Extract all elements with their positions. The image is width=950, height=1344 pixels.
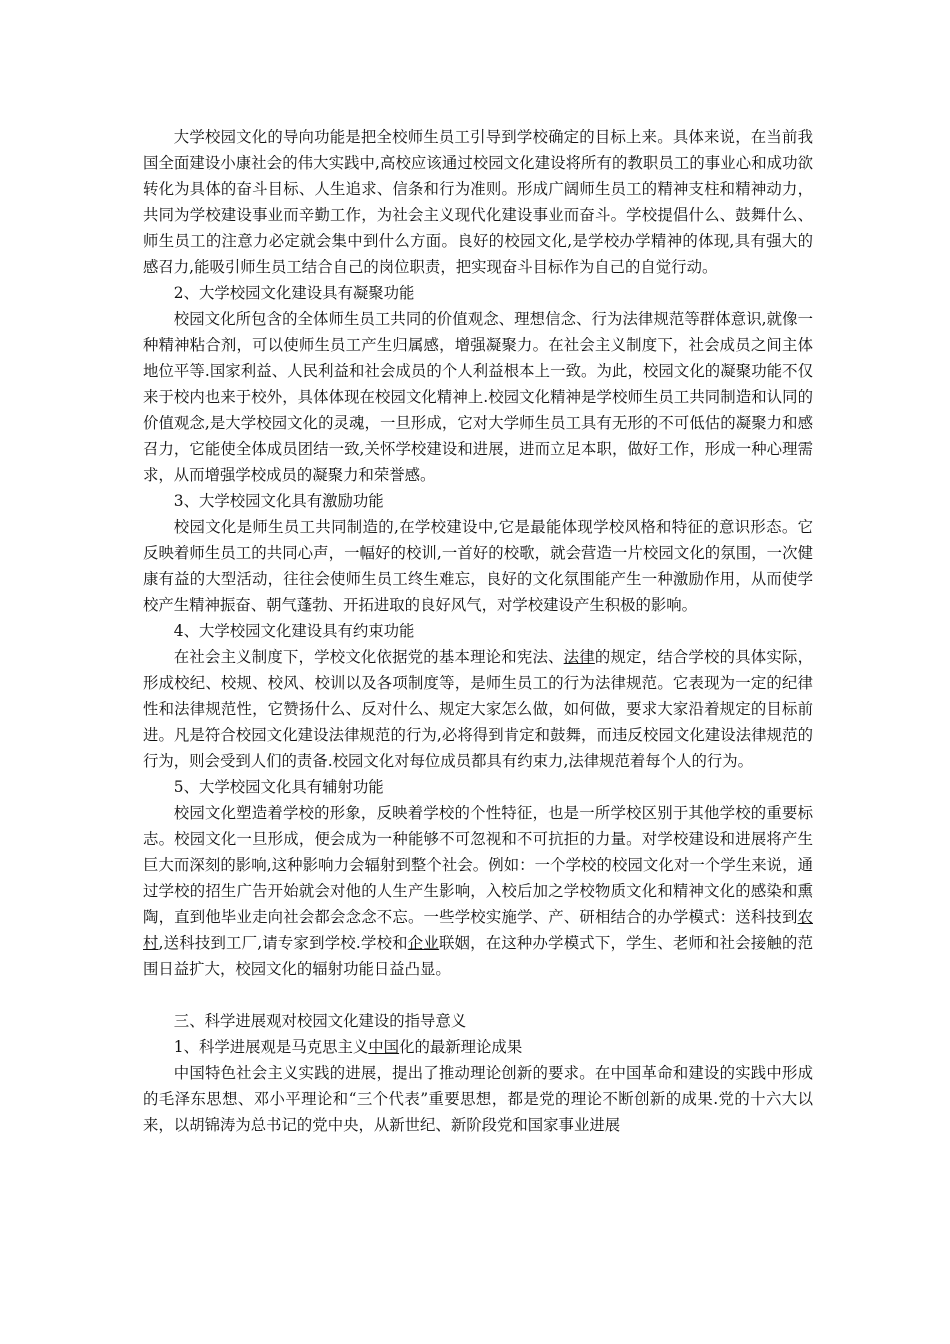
document-body — [143, 124, 813, 1138]
subheading-marxism-sinicization — [143, 1034, 813, 1060]
paragraph-constraint-function — [143, 644, 813, 774]
china-link[interactable]: 中国 — [368, 1038, 400, 1056]
section-spacer — [143, 982, 813, 1008]
heading-text: 1、科学进展观是马克思主义 — [173, 1038, 369, 1056]
heading-incentive-function: 3、大学校园文化具有激励功能 — [173, 492, 384, 510]
heading-text: 化的最新理论成果 — [399, 1038, 523, 1056]
paragraph-text: ,送科技到工厂,请专家到学校.学校和 — [158, 934, 408, 952]
paragraph-cohesion-function: 校园文化所包含的全体师生员工共同的价值观念、理想信念、行为法律规范等群体意识,就像一种精神粘合剂，可以使师生员工产生归属感，增强凝聚力。在社会主义制度下，社会成员之间主体地位平等.国家利益、人民利益和社会成员的个人利益根本上一致。为此，校园文化的凝聚功能不仅来于校内也来于校外，具体体现在校园文化精神上.校园文化精神是学校师生员工共同制造和认同的价值观念,是大学校园文化的灵魂，一旦形成，它对大学师生员工具有无形的不可低估的凝聚力和感召力，它能使全体成员团结一致,关怀学校建设和进展，进而立足本职，做好工作，形成一种心理需求，从而增强学校成员的凝聚力和荣誉感。 — [143, 310, 813, 484]
paragraph-guidance-function: 大学校园文化的导向功能是把全校师生员工引导到学校确定的目标上来。具体来说，在当前我国全面建设小康社会的伟大实践中,高校应该通过校园文化建设将所有的教职员工的事业心和成功欲转化为具体的奋斗目标、人生追求、信条和行为准则。形成广阔师生员工的精神支柱和精神动力，共同为学校建设事业而辛勤工作，为社会主义现代化建设事业而奋斗。学校提倡什么、鼓舞什么、师生员工的注意力必定就会集中到什么方面。良好的校园文化,是学校办学精神的体现,具有强大的感召力,能吸引师生员工结合自己的岗位职责，把实现奋斗目标作为自己的自觉行动。 — [143, 128, 813, 276]
section-heading-scientific-development: 三、科学进展观对校园文化建设的指导意义 — [173, 1012, 467, 1030]
paragraph-text: 的规定，结合学校的具体实际，形成校纪、校规、校风、校训以及各项制度等，是师生员工的行为法律规范。它表现为一定的纪律性和法律规范性，它赞扬什么、反对什么、规定大家怎么做，如何做，要求大家沿着规定的目标前进。凡是符合校园文化建设法律规范的行为,必将得到肯定和鼓舞，而违反校园文化建设法律规范的行为，则会受到人们的责备.校园文化对每位成员都具有约束力,法律规范着每个人的行为。 — [143, 648, 813, 770]
countryside-link[interactable]: 农村 — [143, 908, 813, 952]
paragraph-text: 校园文化塑造着学校的形象，反映着学校的个性特征，也是一所学校区别于其他学校的重要标志。校园文化一旦形成，便会成为一种能够不可忽视和不可抗拒的力量。对学校建设和进展将产生巨大而深刻的影响,这种影响力会辐射到整个社会。例如：一个学校的校园文化对一个学生来说，通过学校的招生广告开始就会对他的人生产生影响，入校后加之学校物质文化和精神文化的感染和熏陶，直到他毕业走向社会都会念念不忘。一些学校实施学、产、研相结合的办学模式：送科技到 — [143, 804, 813, 926]
enterprise-link[interactable]: 企业 — [407, 934, 439, 952]
paragraph-socialism-practice: 中国特色社会主义实践的进展，提出了推动理论创新的要求。在中国革命和建设的实践中形成的毛泽东思想、邓小平理论和“三个代表”重要思想，都是党的理论不断创新的成果.党的十六大以来，以胡锦涛为总书记的党中央，从新世纪、新阶段党和国家事业进展 — [143, 1064, 813, 1134]
law-link[interactable]: 法律 — [563, 648, 595, 666]
paragraph-radiation-function — [143, 800, 813, 982]
paragraph-text: 在社会主义制度下，学校文化依据党的基本理论和宪法、 — [173, 648, 564, 666]
heading-cohesion-function: 2、大学校园文化建设具有凝聚功能 — [173, 284, 415, 302]
paragraph-text: 联姻，在这种办学模式下，学生、老师和社会接触的范围日益扩大，校园文化的辐射功能日益凸显。 — [143, 934, 813, 978]
heading-constraint-function: 4、大学校园文化建设具有约束功能 — [173, 622, 415, 640]
heading-radiation-function: 5、大学校园文化具有辅射功能 — [173, 778, 384, 796]
paragraph-incentive-function: 校园文化是师生员工共同制造的,在学校建设中,它是最能体现学校风格和特征的意识形态。它反映着师生员工的共同心声，一幅好的校训,一首好的校歌，就会营造一片校园文化的氛围，一次健康有益的大型活动，往往会使师生员工终生难忘，良好的文化氛围能产生一种激励作用，从而使学校产生精神振奋、朝气蓬勃、开拓进取的良好风气，对学校建设产生积极的影响。 — [143, 518, 813, 614]
